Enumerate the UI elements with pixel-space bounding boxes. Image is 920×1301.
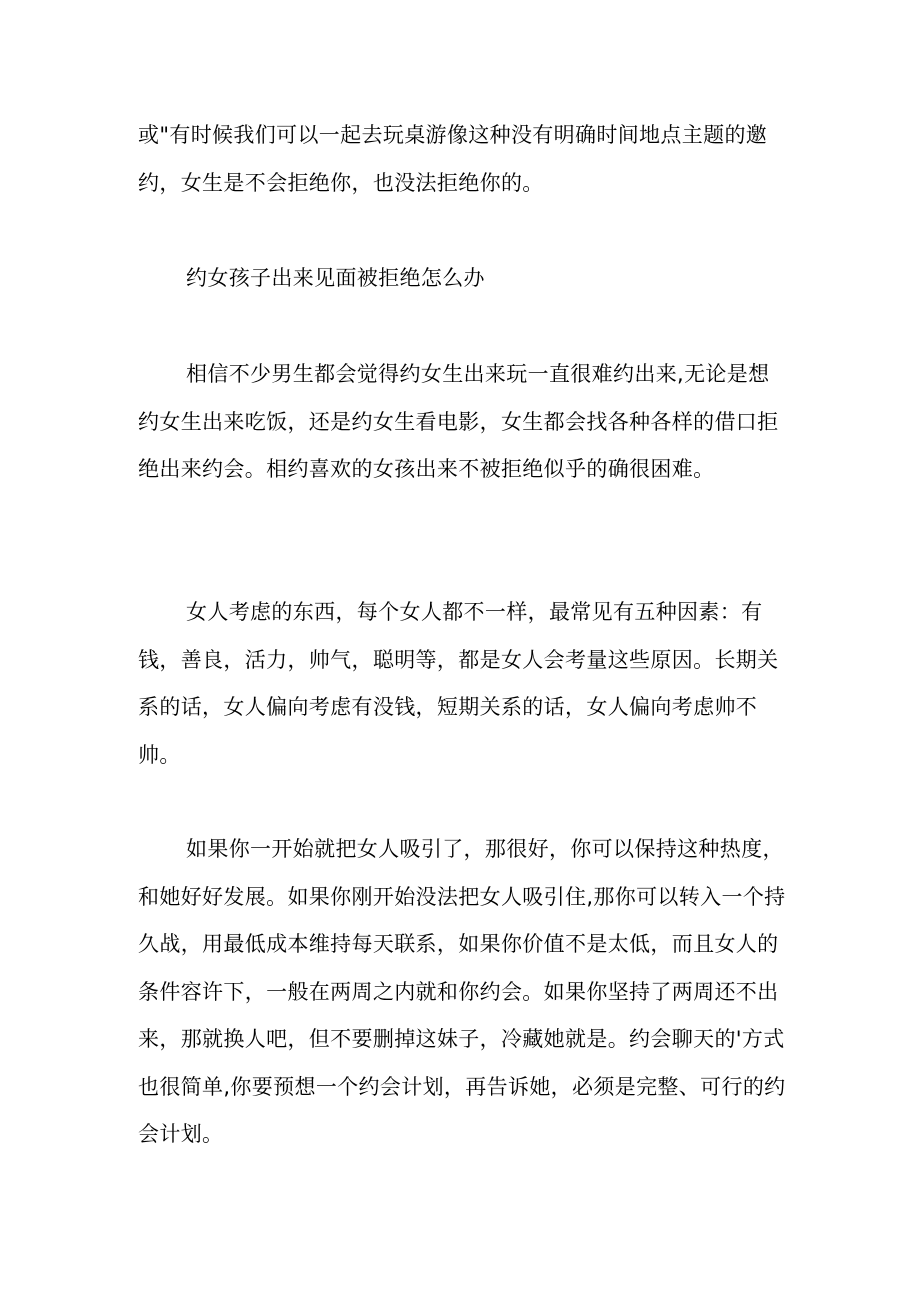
section-heading: 约女孩子出来见面被拒绝怎么办 <box>186 266 485 290</box>
paragraph-advice: 如果你一开始就把女人吸引了，那很好，你可以保持这种热度，和她好好发展。如果你刚开始没法把女人吸引住,那你可以转入一个持久战，用最低成本维持每天联系，如果你价值不是太低，而且女人的条件容许下，一般在两周之内就和你约会。如果你坚持了两周还不出来，那就换人吧，但不要删掉这妹子，冷藏她就是。约会聊天的'方式也很简单,你要预想一个约会计划，再告诉她，必须是完整、可行的约会计划。 <box>138 837 786 1146</box>
paragraph-factors: 女人考虑的东西，每个女人都不一样，最常见有五种因素：有钱，善良，活力，帅气，聪明等，都是女人会考量这些原因。长期关系的话，女人偏向考虑有没钱，短期关系的话，女人偏向考虑帅不帅。 <box>138 600 779 767</box>
paragraph-continuation: 或"有时候我们可以一起去玩桌游像这种没有明确时间地点主题的邀约，女生是不会拒绝你，也没法拒绝你的。 <box>138 123 768 195</box>
paragraph-intro: 相信不少男生都会觉得约女生出来玩一直很难约出来,无论是想约女生出来吃饭，还是约女生看电影，女生都会找各种各样的借口拒绝出来约会。相约喜欢的女孩出来不被拒绝似乎的确很困难。 <box>138 362 779 481</box>
